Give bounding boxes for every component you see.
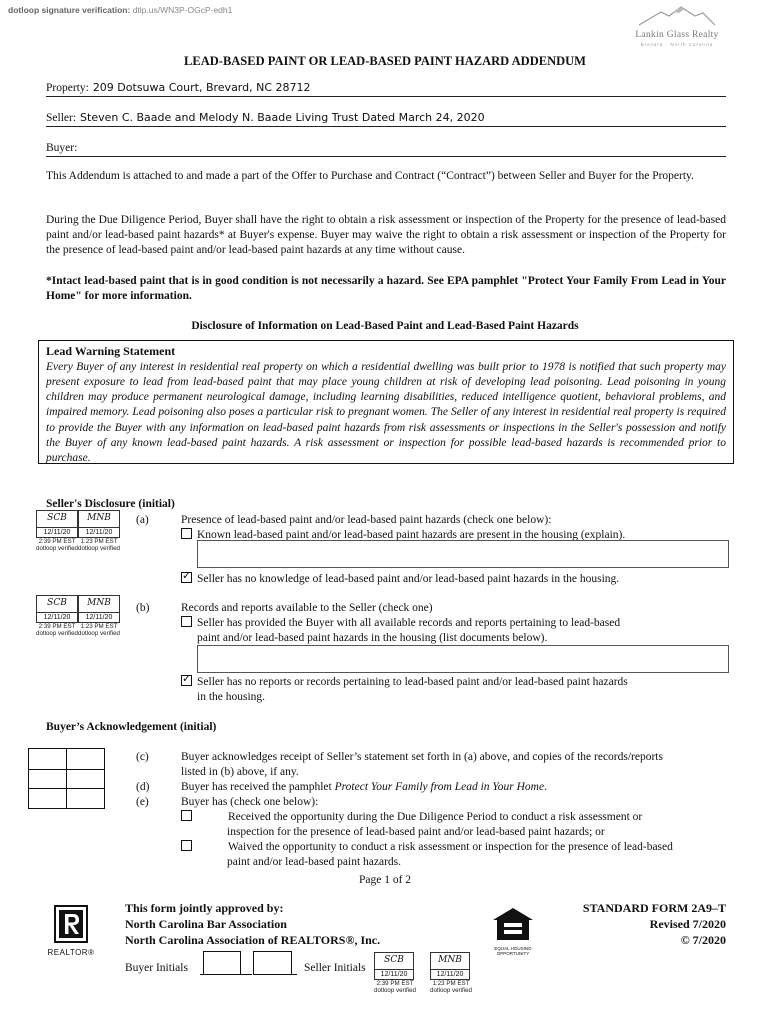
checkbox-waived-opportunity[interactable] — [181, 840, 192, 851]
item-d-pre: Buyer has received the pamphlet — [181, 781, 335, 793]
stamp-time: 1:23 PM EST — [432, 980, 470, 988]
stamp-verified: dotloop verified — [36, 545, 78, 553]
stamp-date: 12/11/20 — [430, 970, 470, 980]
buyer-initials-grid — [28, 748, 106, 808]
stamp-initials: MNB — [78, 595, 120, 613]
verification-link[interactable]: dtlp.us/WN3P-OGcP-edh1 — [132, 5, 233, 15]
form-id-block — [560, 900, 726, 949]
seller-initial-stamp-mnb-a — [78, 510, 120, 552]
buyer-ack-heading: Buyer’s Acknowledgement (initial) — [46, 721, 217, 733]
stamp-initials: SCB — [36, 595, 78, 613]
option-waived-opportunity[interactable] — [181, 840, 673, 855]
seller-initial-stamp-mnb-b — [78, 595, 120, 637]
checkbox-received-opportunity[interactable] — [181, 810, 192, 821]
option-label-line2: paint and/or lead-based paint hazards. — [227, 856, 402, 868]
verification-label: dotloop signature verification: — [8, 5, 131, 15]
option-received-opportunity[interactable] — [181, 810, 642, 825]
checkbox-provided-records[interactable] — [181, 616, 192, 627]
stamp-initials: MNB — [78, 510, 120, 528]
dotloop-verification — [8, 5, 232, 16]
eho-line2: OPPORTUNITY — [496, 951, 530, 957]
buyer-initial-box-c2[interactable] — [67, 748, 105, 770]
seller-initials-label: Seller Initials — [304, 962, 366, 974]
form-revised: Revised 7/2020 — [649, 917, 726, 932]
buyer-field[interactable] — [46, 138, 726, 157]
stamp-time: 1:23 PM EST — [80, 538, 118, 546]
eho-line1: EQUAL HOUSING — [494, 946, 532, 952]
footer-buyer-initial-box-1[interactable] — [203, 951, 241, 975]
option-label-line2: in the housing. — [197, 691, 266, 703]
addendum-intro: This Addendum is attached to and made a part of the Offer to Purchase and Contract (“Contract”) between Seller and Buyer for the Property. — [46, 170, 694, 182]
page-number: Page 1 of 2 — [358, 874, 412, 886]
form-number: STANDARD FORM 2A9–T — [582, 901, 726, 915]
stamp-initials: MNB — [430, 952, 470, 970]
seller-field[interactable] — [46, 108, 726, 127]
stamp-time: 1:23 PM EST — [80, 623, 118, 631]
item-c-line2: listed in (b) above, if any. — [181, 766, 299, 778]
item-e-text: Buyer has (check one below): — [181, 796, 319, 808]
stamp-initials: SCB — [374, 952, 414, 970]
stamp-initials: SCB — [36, 510, 78, 528]
buyer-initial-box-e1[interactable] — [28, 788, 67, 809]
records-list-input[interactable] — [197, 645, 729, 673]
lead-warning-statement — [38, 340, 734, 464]
explain-input[interactable] — [197, 540, 729, 568]
seller-label: Seller: — [46, 111, 77, 124]
option-no-knowledge[interactable] — [181, 572, 619, 587]
seller-disclosure-heading: Seller's Disclosure (initial) — [46, 498, 175, 510]
option-label: Known lead-based paint and/or lead-based paint hazards are present in the housing (explain). — [197, 529, 626, 541]
buyer-initials-underline — [291, 974, 297, 975]
option-no-records[interactable] — [181, 675, 628, 690]
item-d-letter: (d) — [136, 781, 150, 793]
pamphlet-title: Protect Your Family from Lead in Your Home — [334, 781, 545, 793]
stamp-date: 12/11/20 — [374, 970, 414, 980]
stamp-verified: dotloop verified — [430, 987, 472, 995]
option-label-line2: inspection for the presence of lead-based paint and/or lead-based paint hazards; or — [227, 826, 605, 838]
stamp-verified: dotloop verified — [36, 630, 78, 638]
form-copyright: © 7/2020 — [680, 933, 726, 948]
footer-buyer-initial-box-2[interactable] — [253, 951, 292, 975]
item-d-post: . — [544, 781, 547, 793]
approved-line3: North Carolina Association of REALTORS®, Inc. — [125, 933, 381, 948]
stamp-verified: dotloop verified — [374, 987, 416, 995]
option-label-line1: Received the opportunity during the Due Diligence Period to conduct a risk assessment or — [228, 811, 643, 823]
realtor-r-icon — [54, 905, 88, 943]
footer-seller-stamp-scb — [374, 952, 416, 994]
item-a-letter: (a) — [136, 514, 149, 526]
checkbox-no-knowledge[interactable] — [181, 572, 192, 583]
equal-housing-icon — [491, 906, 535, 942]
option-label-line2: paint and/or lead-based paint hazards in the housing (list documents below). — [197, 632, 548, 644]
brand-logo — [618, 4, 736, 48]
buyer-initial-box-c1[interactable] — [28, 748, 67, 770]
document-title: LEAD-BASED PAINT OR LEAD-BASED PAINT HAZARD ADDENDUM — [184, 54, 586, 68]
stamp-date: 12/11/20 — [78, 613, 120, 623]
option-label-line1: Seller has provided the Buyer with all available records and reports pertaining to lead-based — [197, 617, 621, 629]
stamp-date: 12/11/20 — [78, 528, 120, 538]
checkbox-no-records[interactable] — [181, 675, 192, 686]
checkbox-known-lead-paint[interactable] — [181, 528, 192, 539]
intact-paint-note: *Intact lead-based paint that is in good condition is not necessarily a hazard. See EPA pamphlet "Protect Your Family From Lead in Your Home" for more information. — [46, 275, 726, 303]
equal-housing-logo — [488, 906, 538, 957]
due-diligence-paragraph: During the Due Diligence Period, Buyer shall have the right to obtain a risk assessment or inspection of the Property for the presence of lead-based paint and/or lead-based paint hazards* at Buyer's expense. Buyer may waive the right to obtain a risk assessment or inspection of the Property for the presence of lead-based paint and/or lead-based paint hazards at any time without cause. — [46, 214, 726, 257]
item-b-letter: (b) — [136, 602, 150, 614]
warning-heading: Lead Warning Statement — [46, 344, 176, 358]
stamp-time: 2:39 PM EST — [38, 538, 76, 546]
buyer-initial-box-e2[interactable] — [67, 788, 105, 809]
stamp-verified: dotloop verified — [78, 630, 120, 638]
mountain-icon — [637, 4, 717, 26]
brand-name: Lankin Glass Realty — [635, 30, 719, 41]
realtor-wordmark: REALTOR® — [47, 948, 95, 958]
stamp-time: 2:39 PM EST — [38, 623, 76, 631]
seller-initial-stamp-scb-b — [36, 595, 78, 637]
item-c-letter: (c) — [136, 751, 149, 763]
stamp-date: 12/11/20 — [36, 528, 78, 538]
stamp-date: 12/11/20 — [36, 613, 78, 623]
option-label-line1: Seller has no reports or records pertaining to lead-based paint and/or lead-based paint hazards — [197, 676, 628, 688]
option-label: Seller has no knowledge of lead-based paint and/or lead-based paint hazards in the housing. — [197, 573, 620, 585]
stamp-time: 2:39 PM EST — [376, 980, 414, 988]
buyer-initial-box-d2[interactable] — [67, 768, 105, 789]
option-label-line1: Waived the opportunity to conduct a risk assessment or inspection for the presence of lead-based — [228, 841, 673, 853]
property-label: Property: — [46, 81, 89, 94]
warning-text: Every Buyer of any interest in residential real property on which a residential dwelling was built prior to 1978 is notified that such property may present exposure to lead from lead-based paint that may place young children at risk of developing lead poisoning. Lead poisoning in young children may produce permanent neurological damage, including learning disabilities, reduced intelligence quotient, behavioral problems, and impaired memory. Lead poisoning also poses a particular risk to pregnant women. The Seller of any interest in residential real property is required to provide the Buyer with any information on lead-based paint hazards from risk assessments or inspections in the Seller's possession and notify the Buyer of any known lead-based paint hazards. A risk assessment or inspection for possible lead-based hazards is recommended prior to purchase. — [46, 360, 726, 464]
option-provided-records[interactable] — [181, 616, 620, 631]
buyer-initials-label: Buyer Initials — [125, 962, 188, 974]
property-value: 209 Dotsuwa Court, Brevard, NC 28712 — [92, 81, 311, 95]
item-d-text — [181, 780, 547, 795]
approved-line2: North Carolina Bar Association — [125, 917, 287, 932]
seller-initial-stamp-scb-a — [36, 510, 78, 552]
brand-tagline: Brevard · North Carolina — [640, 41, 714, 47]
buyer-initial-box-d1[interactable] — [28, 768, 67, 789]
item-a-text: Presence of lead-based paint and/or lead-based paint hazards (check one below): — [181, 514, 552, 526]
item-c-line1: Buyer acknowledges receipt of Seller’s statement set forth in (a) above, and copies of the records/reports — [181, 751, 663, 763]
property-field[interactable] — [46, 78, 726, 97]
approved-line1: This form jointly approved by: — [125, 901, 284, 915]
seller-value: Steven C. Baade and Melody N. Baade Living Trust Dated March 24, 2020 — [80, 111, 485, 125]
approval-block — [125, 900, 380, 949]
stamp-verified: dotloop verified — [78, 545, 120, 553]
buyer-initials-underline — [240, 974, 252, 975]
item-b-text: Records and reports available to the Seller (check one) — [181, 602, 433, 614]
disclosure-heading: Disclosure of Information on Lead-Based Paint and Lead-Based Paint Hazards — [191, 320, 579, 332]
item-e-letter: (e) — [136, 796, 149, 808]
footer-seller-stamp-mnb — [430, 952, 472, 994]
realtor-logo — [46, 905, 96, 959]
buyer-label: Buyer: — [46, 141, 78, 154]
